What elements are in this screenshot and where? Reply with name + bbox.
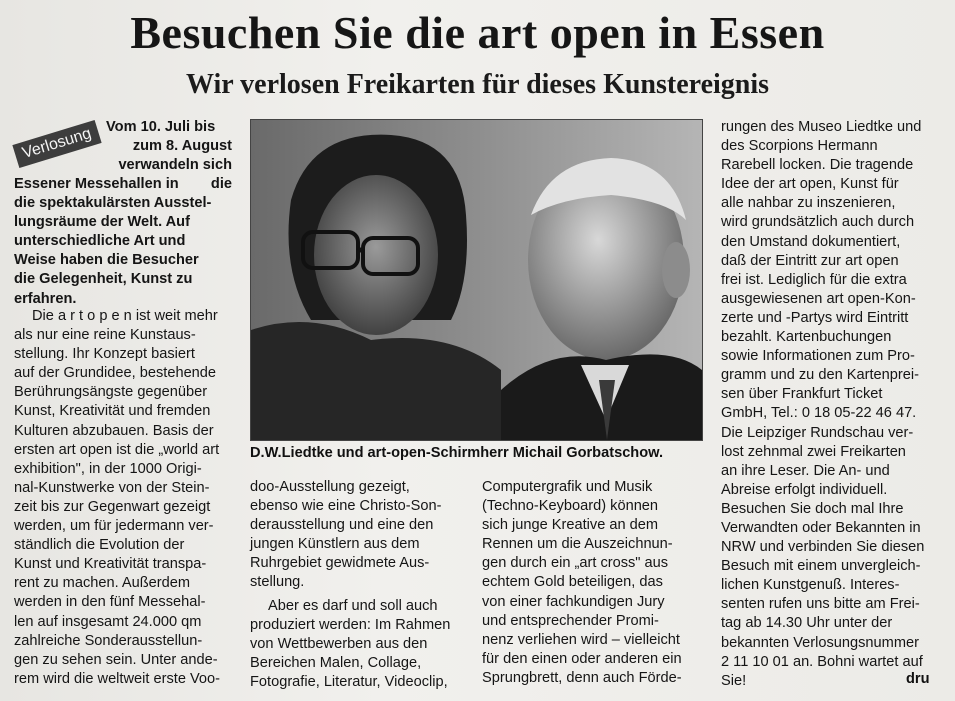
lead-line: lungsräume der Welt. Auf xyxy=(14,214,190,231)
text-line: für den einen oder anderen ein xyxy=(482,650,682,667)
text-line: Berührungsängste gegenüber xyxy=(14,384,208,401)
text-line: Besuch mit einem unvergleich- xyxy=(721,558,921,575)
verlosung-badge: Verlosung xyxy=(12,120,101,168)
lead-line: Essener Messehallen in xyxy=(14,176,179,192)
text-line: exhibition", in der 1000 Origi- xyxy=(14,460,202,477)
text-line: gen zu sehen sein. Unter ande- xyxy=(14,651,218,668)
text-line: jungen Künstlern aus dem xyxy=(250,536,420,553)
column-3 xyxy=(482,478,700,688)
text-line: (Techno-Keyboard) können xyxy=(482,498,659,515)
lead-line: zum 8. August xyxy=(132,138,232,155)
text-line: von einer fachkundigen Jury xyxy=(482,593,665,610)
text-line: des Scorpions Hermann xyxy=(721,138,878,155)
text-line: Die Leipziger Rundschau ver- xyxy=(721,424,914,441)
lead-paragraph xyxy=(14,175,232,309)
text-line: zeit bis zur Gegenwart gezeigt xyxy=(14,498,211,515)
text-line: tag ab 14.30 Uhr unter der xyxy=(721,615,893,632)
column-4 xyxy=(721,118,939,691)
text-line: den Umstand dokumentiert, xyxy=(721,233,901,250)
text-line: Bereichen Malen, Collage, xyxy=(250,654,422,671)
text-line: und entsprechender Promi- xyxy=(482,612,659,629)
column-1-body xyxy=(14,307,232,689)
text-line: daß der Eintritt zur art open xyxy=(721,252,899,269)
text-line: Rennen um die Auszeichnun- xyxy=(482,536,673,553)
lead-line: Vom 10. Juli bis xyxy=(106,119,216,135)
text-line: Computergrafik und Musik xyxy=(482,479,653,495)
text-line: rent zu machen. Außerdem xyxy=(14,575,191,592)
text-line: rungen des Museo Liedtke und xyxy=(721,119,922,135)
author-signature: dru xyxy=(906,671,930,687)
text-line: lost zehnmal zwei Freikarten xyxy=(721,443,906,460)
text-line: Besuchen Sie doch mal Ihre xyxy=(721,500,904,517)
text-line: als nur eine reine Kunstaus- xyxy=(14,327,196,344)
text-line: stellung. xyxy=(250,574,305,591)
text-line: alle nahbar zu inszenieren, xyxy=(721,195,896,212)
text-line: Kunst und Kreativität transpa- xyxy=(14,556,207,573)
text-line: Kulturen abzubauen. Basis der xyxy=(14,422,214,439)
text-line: Ruhrgebiet gewidmete Aus- xyxy=(250,555,430,572)
text-line: Rarebell locken. Die tragende xyxy=(721,157,914,174)
lead-line: Weise haben die Besucher xyxy=(14,252,199,269)
text-line: 2 11 10 01 an. Bohni wartet auf xyxy=(721,653,923,670)
text-line: zerte und -Partys wird Eintritt xyxy=(721,309,909,326)
text-line: Sprungbrett, denn auch Förde- xyxy=(482,669,682,686)
text-line: stellung. Ihr Konzept basiert xyxy=(14,346,195,363)
text-line: Sie! xyxy=(721,672,747,689)
text-line: Aber es darf und soll auch xyxy=(268,597,438,614)
text-line: derausstellung und eine den xyxy=(250,517,434,534)
text-line: zahlreiche Sonderausstellun- xyxy=(14,632,203,649)
text-line: gen durch ein „art cross" aus xyxy=(482,555,669,572)
press-photo xyxy=(250,119,703,441)
lead-line: verwandeln sich die xyxy=(118,157,232,193)
text-line: Verwandten oder Bekannten in xyxy=(721,519,921,536)
text-line: ausgewiesenen art open-Kon- xyxy=(721,290,916,307)
lead-line: die spektakulärsten Ausstel- xyxy=(14,195,212,212)
text-line: bekannten Verlosungsnummer xyxy=(721,634,919,651)
lead-line: die Gelegenheit, Kunst zu xyxy=(14,271,193,288)
text-line: auf der Grundidee, bestehende xyxy=(14,365,217,382)
text-line: nal-Kunstwerke von der Stein- xyxy=(14,479,210,496)
text-line: echtem Gold beteiligen, das xyxy=(482,574,663,591)
text-line: von Wettbewerben aus den xyxy=(250,635,428,652)
text-line: werden in den fünf Messehal- xyxy=(14,594,206,611)
text-line: gramm und zu den Kartenprei- xyxy=(721,367,919,384)
text-line: sen über Frankfurt Ticket xyxy=(721,386,883,403)
text-line: ebenso wie eine Christo-Son- xyxy=(250,498,442,515)
text-line: doo-Ausstellung gezeigt, xyxy=(250,479,410,495)
lead-line: unterschiedliche Art und xyxy=(14,233,186,250)
text-line: frei ist. Lediglich für die extra xyxy=(721,271,907,288)
text-line: Abreise erfolgt individuell. xyxy=(721,481,888,498)
text-line: senten rufen uns bitte am Frei- xyxy=(721,596,920,613)
text-line: sich junge Kreative an dem xyxy=(482,517,659,534)
text-line: lichen Kunstgenuß. Interes- xyxy=(721,577,900,594)
text-line: bezahlt. Kartenbuchungen xyxy=(721,329,892,346)
text-line: Kunst, Kreativität und fremden xyxy=(14,403,211,420)
text-line: rem wird die weltweit erste Voo- xyxy=(14,670,221,687)
headline: Besuchen Sie die art open in Essen xyxy=(130,7,825,58)
text-line: ersten art open ist die „world art xyxy=(14,441,220,458)
text-line: sowie Informationen zum Pro- xyxy=(721,348,915,365)
text-line: nenz verliehen wird – vielleicht xyxy=(482,631,680,648)
subheadline: Wir verlosen Freikarten für dieses Kunstereignis xyxy=(185,69,770,100)
text-line: len auf insgesamt 24.000 qm xyxy=(14,613,202,630)
column-2 xyxy=(250,478,464,692)
text-line: NRW und verbinden Sie diesen xyxy=(721,539,925,556)
photo-caption: D.W.Liedtke und art-open-Schirmherr Michail Gorbatschow. xyxy=(250,445,663,461)
lead-line: erfahren. xyxy=(14,290,77,307)
text-line: an ihre Leser. Die An- und xyxy=(721,462,890,479)
text-line: ständlich die Evolution der xyxy=(14,537,185,554)
text-line: Die a r t o p e n ist weit mehr xyxy=(32,308,218,324)
text-line: wird grundsätzlich auch durch xyxy=(721,214,915,231)
text-line: GmbH, Tel.: 0 18 05-22 46 47. xyxy=(721,405,917,422)
text-line: Idee der art open, Kunst für xyxy=(721,176,899,193)
text-line: produziert werden: Im Rahmen xyxy=(250,616,451,633)
text-line: Fotografie, Literatur, Videoclip, xyxy=(250,673,448,690)
text-line: werden, um für jedermann ver- xyxy=(14,518,214,535)
